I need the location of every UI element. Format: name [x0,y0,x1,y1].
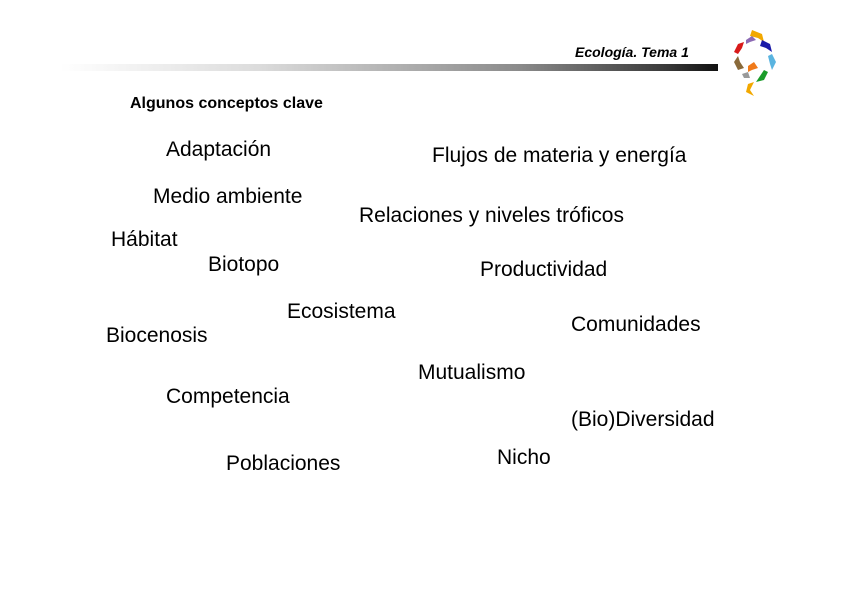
concept-adaptacion: Adaptación [166,138,272,161]
concept-productividad: Productividad [480,258,608,281]
concept-mutualismo: Mutualismo [418,361,526,384]
concept-biocenosis: Biocenosis [106,324,208,347]
header-divider [60,64,718,71]
header-title: Ecología. Tema 1 [575,44,689,60]
concept-flujos: Flujos de materia y energía [432,144,687,167]
concept-ecosistema: Ecosistema [287,300,396,323]
concept-medio-ambiente: Medio ambiente [153,185,303,208]
slide-subtitle: Algunos conceptos clave [130,95,323,112]
concept-nicho: Nicho [497,446,551,469]
concept-biodiversidad: (Bio)Diversidad [571,408,715,431]
concept-biotopo: Biotopo [208,253,280,276]
circular-arrows-logo-icon [724,26,782,96]
concept-relaciones: Relaciones y niveles tróficos [359,204,624,227]
concept-competencia: Competencia [166,385,290,408]
concept-habitat: Hábitat [111,228,178,251]
concept-poblaciones: Poblaciones [226,452,341,475]
concept-comunidades: Comunidades [571,313,701,336]
